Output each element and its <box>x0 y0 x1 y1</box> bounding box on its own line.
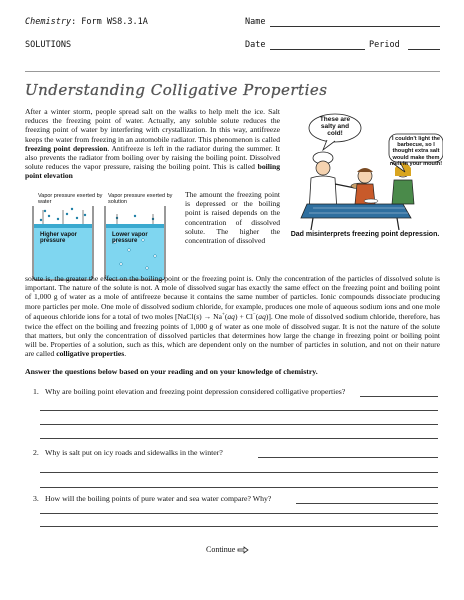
reading-passage-top <box>25 107 280 192</box>
form-label <box>25 17 148 27</box>
beaker-label-right-top: Vapor pressure exerted by solution <box>108 193 173 205</box>
question-1 <box>33 387 345 396</box>
answer-3-line-2[interactable] <box>40 526 438 527</box>
chemistry-label: Chemistry <box>25 17 72 27</box>
name-label: Name <box>245 17 266 27</box>
reading-passage-side <box>185 190 280 245</box>
pointing-hand-icon <box>237 546 249 554</box>
instructions: Answer the questions below based on your reading and on your knowledge of chemistry. <box>25 367 318 376</box>
solutions-label: SOLUTIONS <box>25 40 72 50</box>
answer-1-line-1[interactable] <box>40 410 438 411</box>
cartoon-caption: Dad misinterprets freezing point depression. <box>290 231 440 238</box>
period-field[interactable] <box>408 40 440 50</box>
answer-1-line-2[interactable] <box>40 424 438 425</box>
passage-side-text: The amount the freezing point is depressed or the boiling point is raised depends on the concentration of dissolved solute. The higher the concentration of dissolved <box>185 190 280 246</box>
date-label: Date <box>245 40 266 50</box>
question-2-text: Why is salt put on icy roads and sidewalks in the winter? <box>45 448 223 457</box>
term-freezing-point-depression: freezing point depression <box>25 143 108 153</box>
beaker-label-left-bottom: Higher vapor pressure <box>40 232 78 244</box>
form-code: : Form WS8.3.1A <box>71 17 148 27</box>
answer-1-line-3[interactable] <box>40 438 438 439</box>
question-3-text: How will the boiling points of pure water and sea water compare? Why? <box>45 494 272 503</box>
passage-part-1: After a winter storm, people spread salt on the walks to help melt the ice. Salt reduces the freezing point of water. Actually, any soluble solute reduces the freezing point of water by interfering with crystallization. In this way, antifreeze keeps the water from freezing in an automobile radiator. This phenomenon is called <box>25 107 280 144</box>
answer-3-line-0[interactable] <box>296 503 438 504</box>
page-title: Understanding Colligative Properties <box>25 81 328 99</box>
name-field[interactable] <box>270 17 440 27</box>
question-1-text: Why are boiling point elevation and freezing point depression considered colligative properties? <box>45 387 346 396</box>
question-3-number: 3. <box>33 494 39 503</box>
question-2-number: 2. <box>33 448 39 457</box>
answer-3-line-1[interactable] <box>40 513 438 514</box>
beaker-label-left-top: Vapor pressure exerted by water <box>38 193 103 205</box>
beaker-label-right-bottom: Lower vapor pressure <box>112 232 148 244</box>
date-field[interactable] <box>270 40 365 50</box>
continue-footer <box>206 545 249 554</box>
reading-passage-bottom <box>25 274 440 358</box>
speech-bubble-chef: These are salty and cold! <box>319 116 351 137</box>
answer-1-line-0[interactable] <box>360 396 438 397</box>
header-row-2 <box>25 40 440 54</box>
answer-2-line-0[interactable] <box>258 457 438 458</box>
header-divider <box>25 71 440 72</box>
speech-bubble-kid: I couldn't light the barbecue, so I thought extra salt would make them melt in your mouth! <box>389 136 443 167</box>
question-1-number: 1. <box>33 387 39 396</box>
passage-bottom-text: solute is, the greater the effect on the boiling point or the freezing point is. Only the concentration of the particles of dissolved solute is important. The nature of the solute is not. A mole of dissolved sugar has exactly the same effect on the freezing point and boiling point of 1,000 g of water as a mole of antifreeze because it contains the same number of particles. Ionic compounds dissociate producing more particles per mole. One mole of dissolved sodium chloride, for example, produces one mole of aqueous sodium ions and one mole of aqueous chloride ions for a total of two moles [NaCl(s) → Na+(aq) + Cl−(aq)]. One mole of dissolved sodium chloride, therefore, has twice the effect on the boiling and freezing points of 1,000 g of water as one mole of dissolved sugar. It is not the nature of the solute that matters, but only the concentration of dissolved particles that determines how large the change in freezing point or boiling point will be. Properties of a solution, such as this, which are dependent only on the number of particles in solution, and not on their nature are called colligative properties. <box>25 274 440 359</box>
question-3 <box>33 494 271 503</box>
term-colligative-properties: colligative properties <box>56 349 125 359</box>
continue-label: Continue <box>206 545 236 554</box>
passage-part-2: . Antifreeze is left in the radiator during the summer. It also prevents the radiator from boiling over by raising the boiling point. Dissolved solute reduces the vapor pressure, raising the boiling point. This is called <box>25 143 280 172</box>
term-boiling-point-elevation: boiling point elevation <box>25 162 280 181</box>
answer-2-line-1[interactable] <box>40 472 438 473</box>
question-2 <box>33 448 223 457</box>
period-label: Period <box>369 40 400 50</box>
answer-2-line-2[interactable] <box>40 487 438 488</box>
